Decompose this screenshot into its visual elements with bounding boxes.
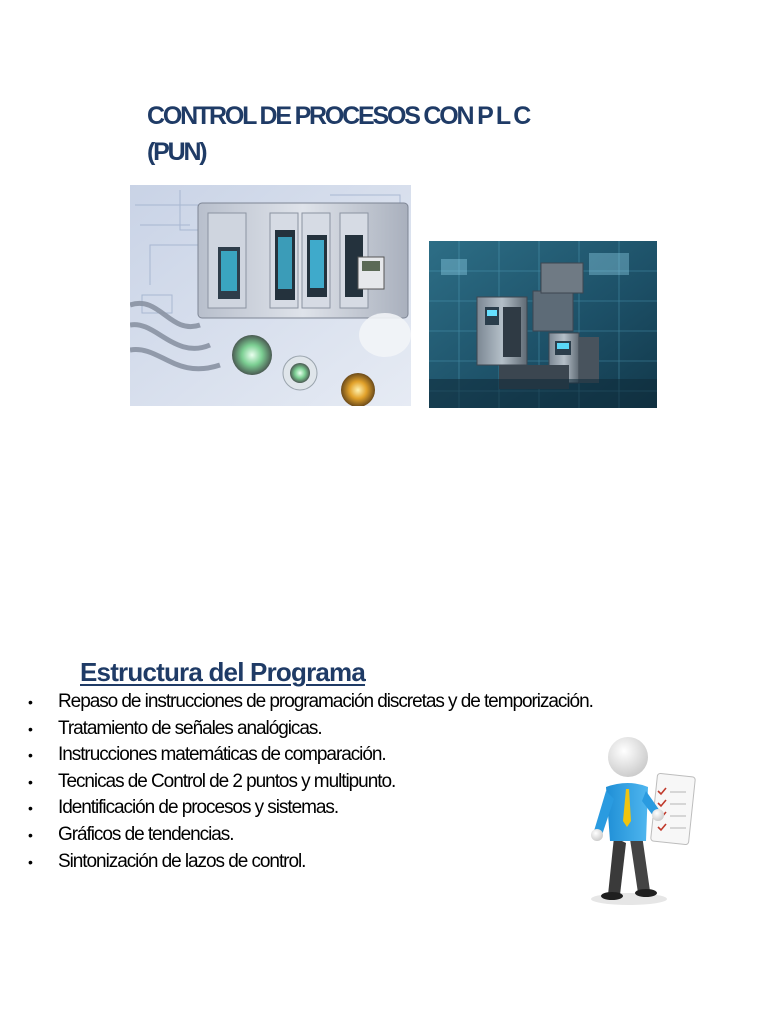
list-item-text: Instrucciones matemáticas de comparación. (58, 744, 386, 766)
bullet-glyph: • (28, 800, 32, 817)
plc-modules-photo (429, 241, 657, 408)
list-item-text: Gráficos de tendencias. (58, 823, 234, 845)
plc-cabinet-photo (130, 185, 411, 406)
list-item-text: Repaso de instrucciones de programación discretas y de temporización. (58, 691, 593, 712)
bullet-glyph: • (28, 694, 32, 710)
bullet-glyph: • (28, 826, 32, 843)
bullet-glyph: • (28, 773, 32, 790)
list-item-text: Tratamiento de señales analógicas. (58, 717, 322, 739)
list-item (28, 689, 688, 716)
person-checklist-illustration (584, 735, 698, 907)
bullet-glyph: • (28, 720, 32, 737)
bullet-glyph: • (28, 853, 32, 870)
list-item-text: Tecnicas de Control de 2 puntos y multipunto. (58, 770, 396, 792)
list-item-text: Sintonización de lazos de control. (58, 850, 306, 872)
document-title-line-2: (PUN) (147, 138, 206, 166)
program-structure-heading: Estructura del Programa (80, 657, 366, 687)
document-title-line-1: CONTROL DE PROCESOS CON P L C (147, 102, 530, 130)
list-item-text: Identificación de procesos y sistemas. (58, 797, 339, 819)
bullet-glyph: • (28, 747, 32, 764)
document-title (147, 98, 607, 170)
